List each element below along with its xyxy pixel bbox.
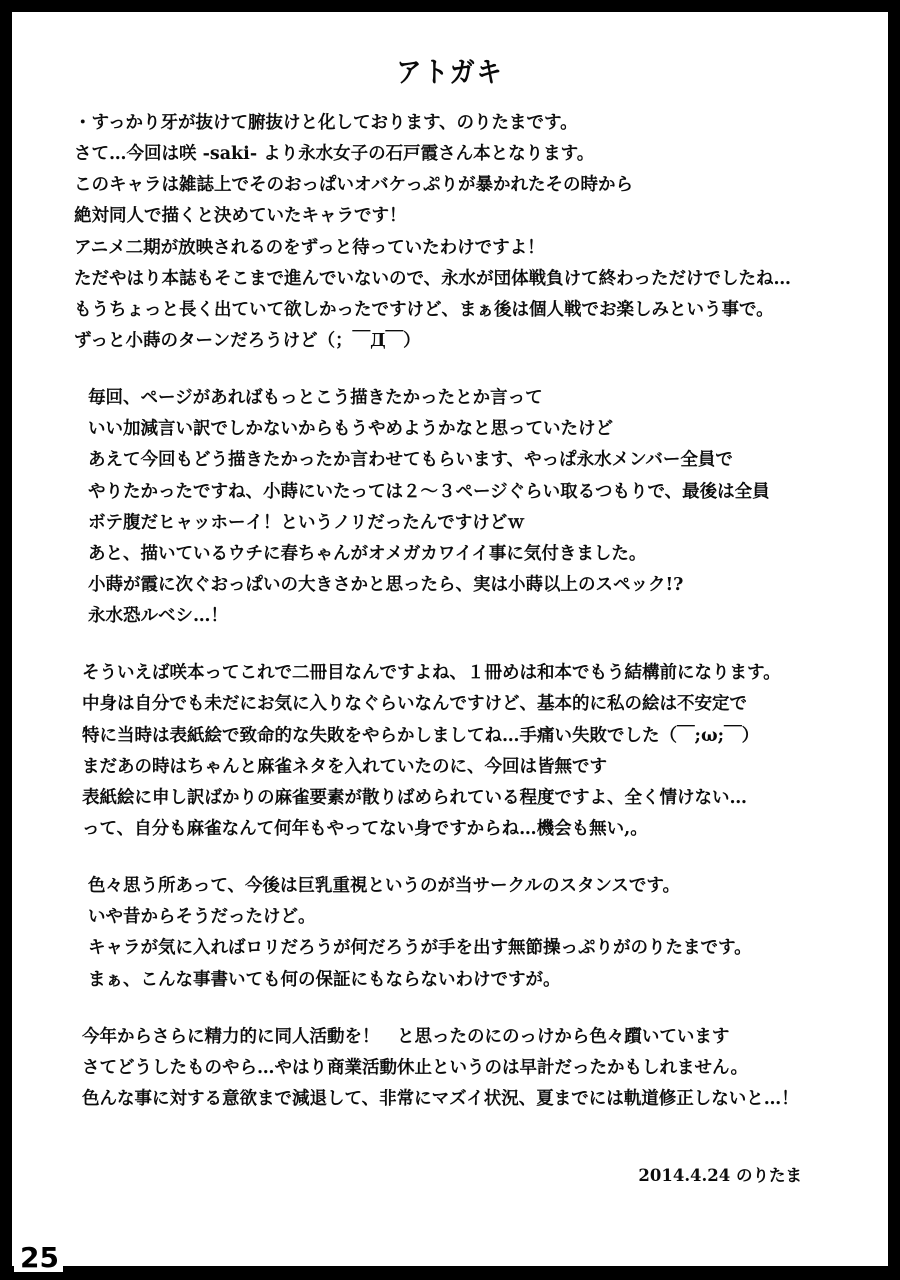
text-line: このキャラは雑誌上でそのおっぱいオバケっぷりが暴かれたその時から	[74, 175, 633, 196]
page-border-left	[0, 0, 12, 1280]
text-line: 毎回、ページがあればもっとこう描きたかったとか言って	[88, 388, 543, 409]
text-line: 色んな事に対する意欲まで減退して、非常にマズイ状況、夏までには軌道修正しないと…！	[82, 1088, 799, 1109]
author-signature: 2014.4.24 のりたま	[638, 1166, 802, 1185]
text-line: アニメ二期が放映されるのをずっと待っていたわけですよ！	[74, 237, 545, 258]
paragraph-intro	[74, 108, 834, 357]
paragraph-members	[88, 383, 834, 632]
paragraph-second-book	[82, 658, 834, 845]
text-line: 色々思う所あって、今後は巨乳重視というのが当サークルのスタンスです。	[88, 876, 681, 897]
page-content	[12, 12, 888, 1266]
text-line: ・すっかり牙が抜けて腑抜けと化しております、のりたまです。	[74, 113, 578, 133]
text-line: まぁ、こんな事書いても何の保証にもならないわけですが。	[88, 969, 561, 990]
afterword-body	[74, 108, 834, 1115]
text-line: 小蒔が霞に次ぐおっぱいの大きさかと思ったら、実は小蒔以上のスペック!?	[88, 574, 684, 595]
paragraph-stance	[88, 871, 834, 996]
page-number: 25	[14, 1244, 63, 1272]
text-line: さて…今回は咲 -saki- より永水女子の石戸霞さん本となります。	[74, 144, 595, 165]
text-line: 今年からさらに精力的に同人活動を！ と思ったのにのっけから色々躓いています	[82, 1026, 730, 1047]
text-line: あえて今回もどう描きたかったか言わせてもらいます、やっぱ永水メンバー全員で	[88, 450, 733, 471]
text-line: 表紙絵に申し訳ばかりの麻雀要素が散りばめられている程度ですよ、全く情けない…	[82, 787, 747, 808]
page-title: アトガキ	[396, 55, 504, 89]
text-line: まだあの時はちゃんと麻雀ネタを入れていたのに、今回は皆無です	[82, 756, 607, 777]
page-border-top	[0, 0, 900, 12]
page-border-bottom	[0, 1266, 900, 1280]
text-line: いや昔からそうだったけど。	[88, 907, 316, 928]
paragraph-this-year	[82, 1022, 834, 1115]
text-line: ずっと小蒔のターンだろうけど（；￣Д￣）	[74, 330, 421, 351]
page-border-right	[888, 0, 900, 1280]
text-line: 中身は自分でも未だにお気に入りなぐらいなんですけど、基本的に私の絵は不安定で	[82, 694, 747, 715]
text-line: って、自分も麻雀なんて何年もやってない身ですからね…機会も無い,。	[82, 818, 648, 839]
text-line: キャラが気に入ればロリだろうが何だろうが手を出す無節操っぷりがのりたまです。	[88, 938, 752, 959]
text-line: ただやはり本誌もそこまで進んでいないので、永水が団体戦負けて終わっただけでしたね…	[74, 268, 791, 289]
text-line: ボテ腹だヒャッホーイ！というノリだったんですけどｗ	[88, 512, 525, 533]
text-line: さてどうしたものやら…やはり商業活動休止というのは早計だったかもしれません。	[82, 1057, 749, 1078]
text-line: 永水恐ルベシ…！	[88, 606, 228, 627]
text-line: 絶対同人で描くと決めていたキャラです！	[74, 206, 407, 227]
text-line: いい加減言い訳でしかないからもうやめようかなと思っていたけど	[88, 419, 613, 440]
text-line: あと、描いているウチに春ちゃんがオメガカワイイ事に気付きました。	[88, 543, 647, 564]
text-line: 特に当時は表紙絵で致命的な失敗をやらかしましてね…手痛い失敗でした（￣;ω;￣）	[82, 725, 760, 746]
text-line: もうちょっと長く出ていて欲しかったですけど、まぁ後は個人戦でお楽しみという事で。	[74, 299, 774, 320]
text-line: やりたかったですね、小蒔にいたっては２〜３ページぐらい取るつもりで、最後は全員	[88, 481, 770, 502]
text-line: そういえば咲本ってこれで二冊目なんですよね、１冊めは和本でもう結構前になります。	[82, 663, 781, 684]
